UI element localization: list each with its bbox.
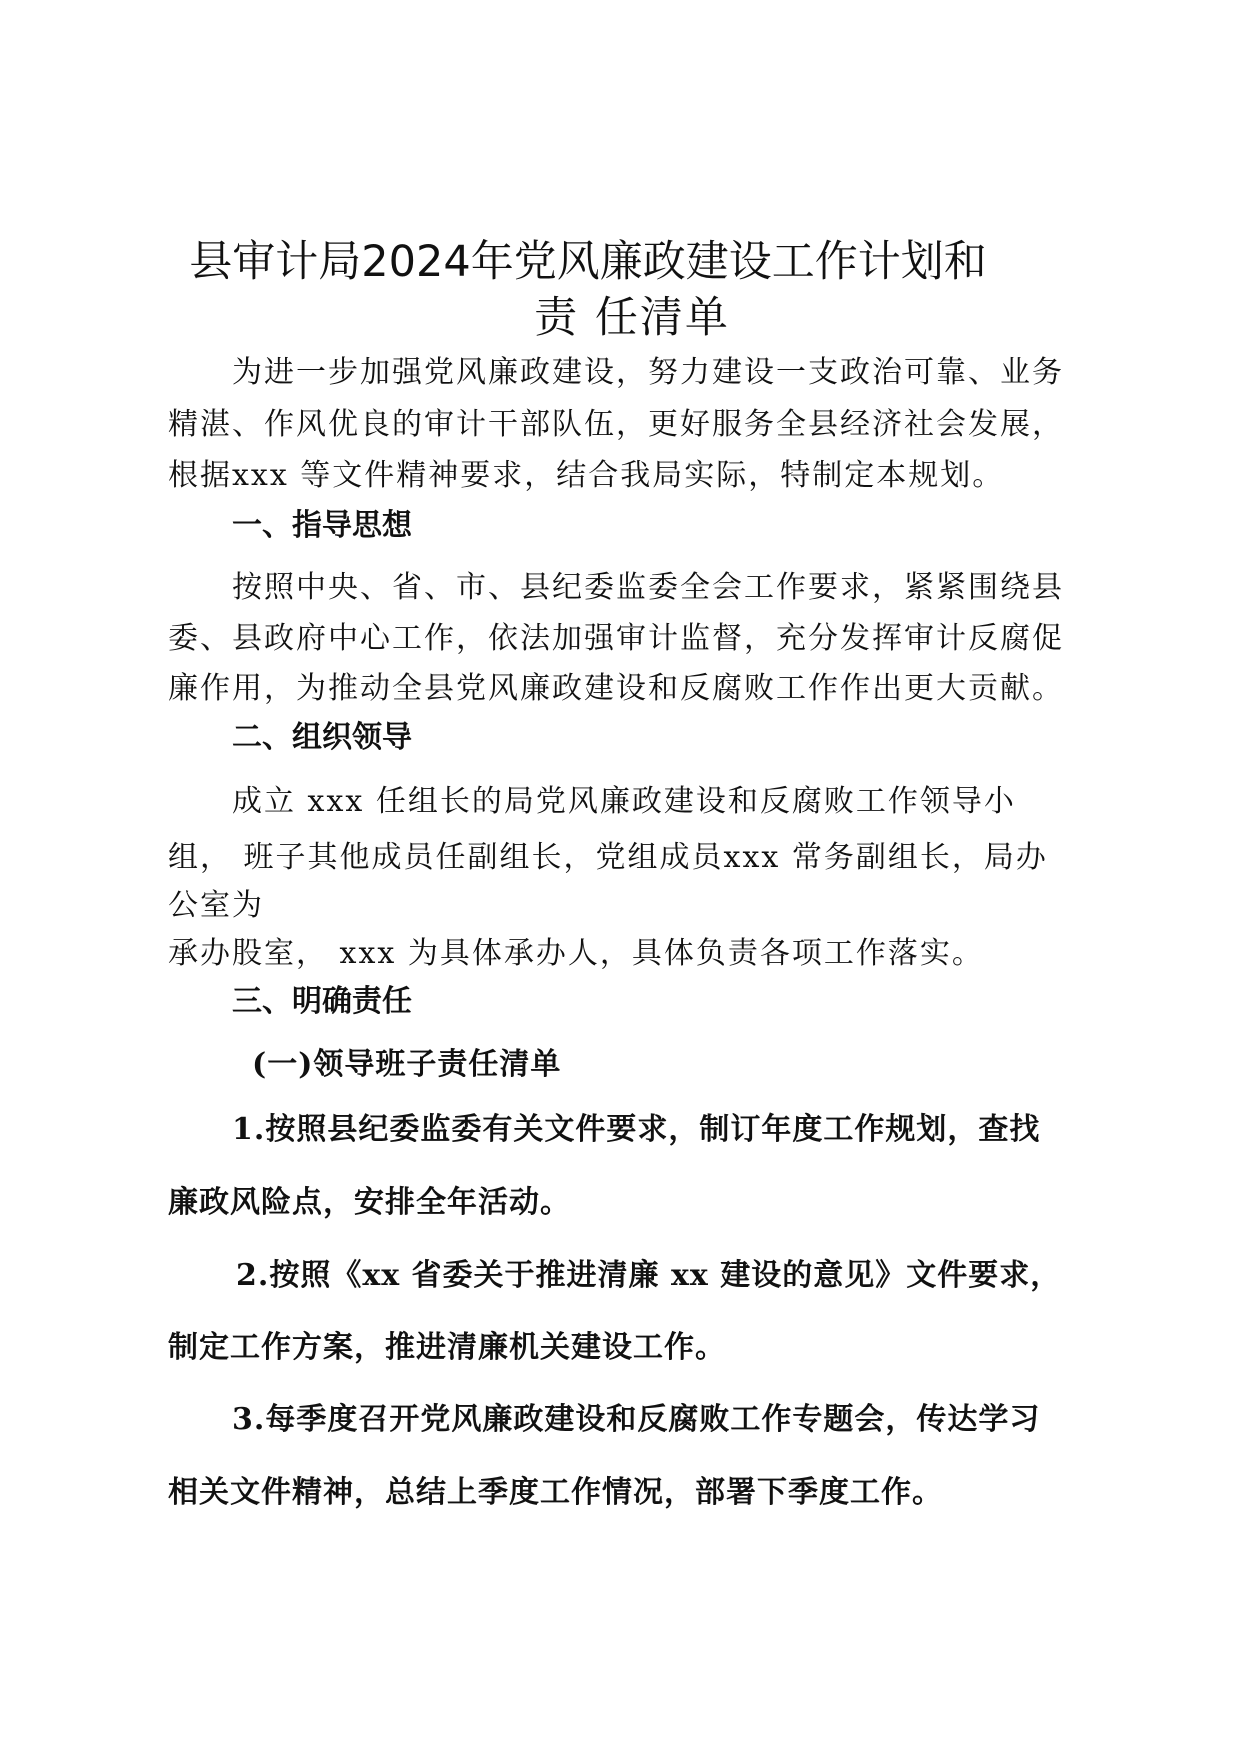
section2-line-1: 成立 xxx 任组长的局党风廉政建设和反腐败工作领导小 [232,784,1016,819]
responsibility-item-2-line-1: 2.按照《xx 省委关于推进清廉 xx 建设的意见》文件要求， [236,1258,1062,1293]
responsibility-item-2-line-2: 制定工作方案，推进清廉机关建设工作。 [168,1330,726,1365]
subsection-heading-leadership-list: (一)领导班子责任清单 [252,1047,562,1082]
responsibility-item-1-line-1: 1.按照县纪委监委有关文件要求，制订年度工作规划，查找 [232,1112,1041,1147]
intro-line-3: 根据xxx 等文件精神要求，结合我局实际，特制定本规划。 [168,458,1005,493]
section2-line-4: 承办股室， xxx 为具体承办人，具体负责各项工作落实。 [168,936,984,971]
section2-line-3: 公室为 [168,888,264,923]
responsibility-item-3-line-2: 相关文件精神，总结上季度工作情况，部署下季度工作。 [168,1475,943,1510]
responsibility-item-1-line-2: 廉政风险点，安排全年活动。 [168,1185,571,1220]
section-heading-organization: 二、组织领导 [232,720,412,755]
responsibility-item-3-line-1: 3.每季度召开党风廉政建设和反腐败工作专题会，传达学习 [232,1402,1041,1437]
section2-line-2: 组， 班子其他成员任副组长，党组成员xxx 常务副组长，局办 [168,840,1048,875]
document-title-line-1: 县审计局2024年党风廉政建设工作计划和 [189,237,987,287]
intro-line-1: 为进一步加强党风廉政建设，努力建设一支政治可靠、业务 [232,355,1064,390]
section1-line-2: 委、县政府中心工作，依法加强审计监督，充分发挥审计反腐促 [168,621,1064,656]
section-heading-responsibilities: 三、明确责任 [232,984,412,1019]
document-title-line-2: 责 任清单 [534,293,730,343]
section1-line-1: 按照中央、省、市、县纪委监委全会工作要求，紧紧围绕县 [232,570,1064,605]
intro-line-2: 精湛、作风优良的审计干部队伍，更好服务全县经济社会发展， [168,407,1064,442]
section1-line-3: 廉作用，为推动全县党风廉政建设和反腐败工作作出更大贡献。 [168,671,1064,706]
section-heading-guiding-thought: 一、指导思想 [232,508,412,543]
